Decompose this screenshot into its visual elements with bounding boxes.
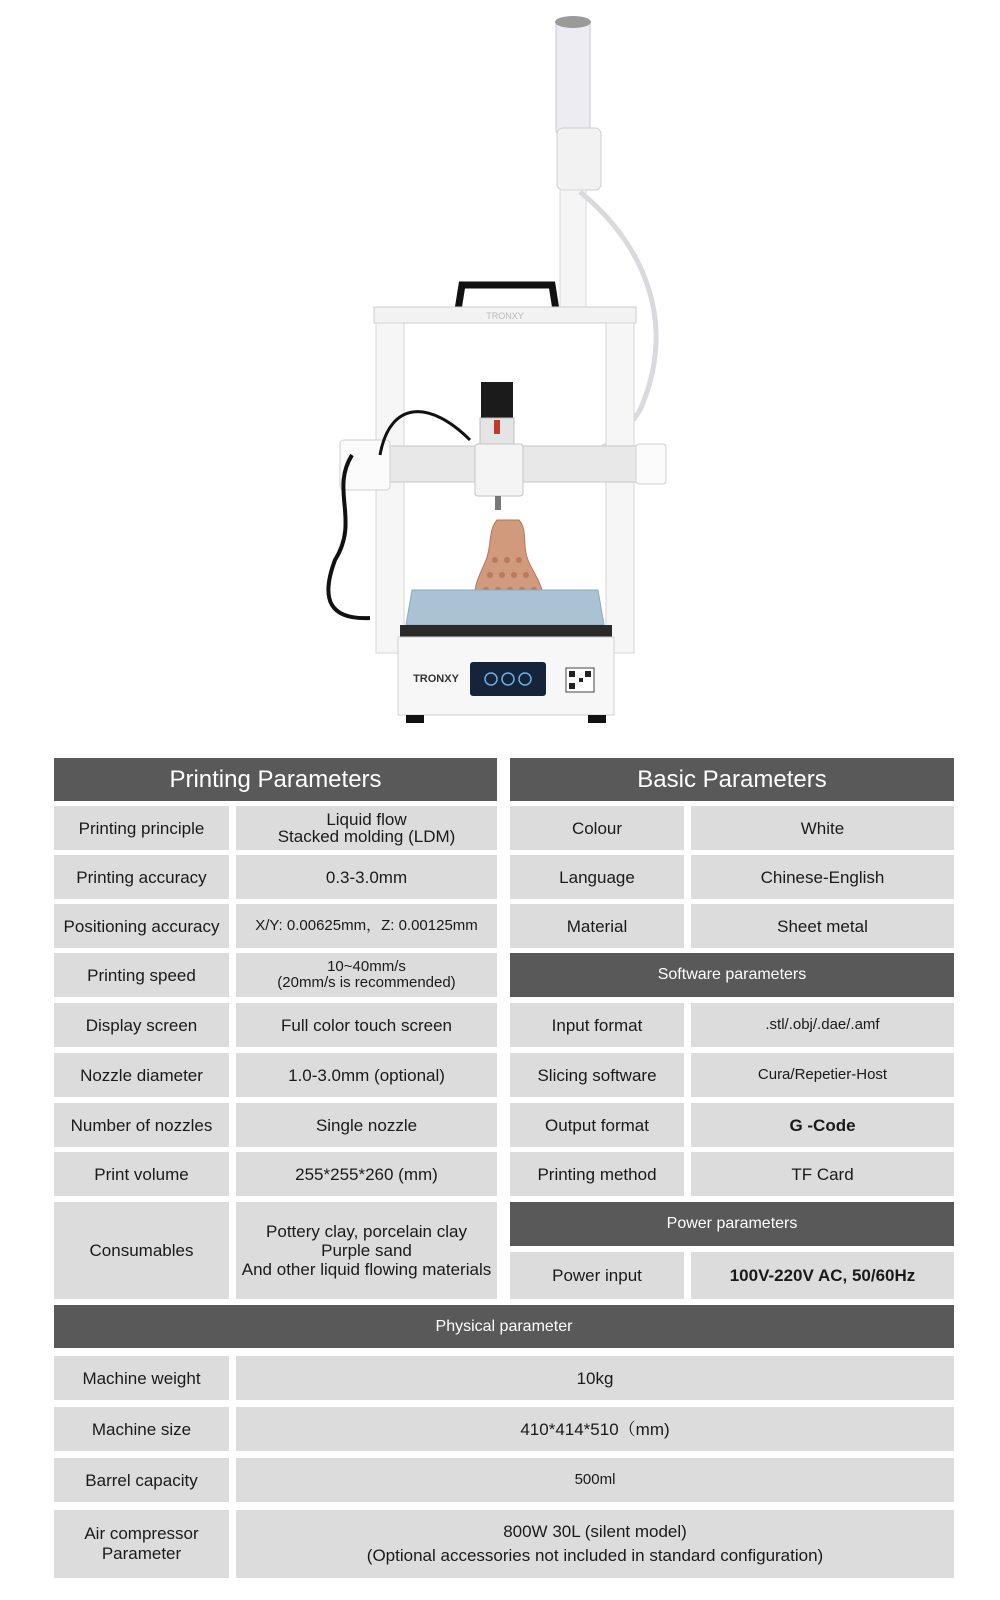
spec-label: Printing speed xyxy=(54,953,229,997)
spec-value: Liquid flow Stacked molding (LDM) xyxy=(236,806,497,850)
spec-label: Print volume xyxy=(54,1152,229,1196)
spec-label: Power input xyxy=(510,1252,684,1299)
spec-value: X/Y: 0.00625mm，Z: 0.00125mm xyxy=(236,904,497,948)
software-parameters-header: Software parameters xyxy=(510,953,954,997)
spec-value: White xyxy=(691,806,954,850)
spec-label: Printing principle xyxy=(54,806,229,850)
spec-value: 255*255*260 (mm) xyxy=(236,1152,497,1196)
spec-value: 500ml xyxy=(236,1458,954,1502)
spec-label: Colour xyxy=(510,806,684,850)
spec-label: Nozzle diameter xyxy=(54,1053,229,1097)
spec-label: Slicing software xyxy=(510,1053,684,1097)
spec-value: 0.3-3.0mm xyxy=(236,855,497,899)
spec-label: Consumables xyxy=(54,1202,229,1299)
spec-label: Language xyxy=(510,855,684,899)
spec-label: Material xyxy=(510,904,684,948)
spec-value: Chinese-English xyxy=(691,855,954,899)
spec-label: Printing accuracy xyxy=(54,855,229,899)
spec-value: 1.0-3.0mm (optional) xyxy=(236,1053,497,1097)
spec-value: 800W 30L (silent model) (Optional accessories not included in standard configuration) xyxy=(236,1510,954,1578)
spec-label: Air compressor Parameter xyxy=(54,1510,229,1578)
spec-value: 10kg xyxy=(236,1356,954,1400)
physical-parameter-header: Physical parameter xyxy=(54,1305,954,1348)
spec-value: 100V-220V AC, 50/60Hz xyxy=(691,1252,954,1299)
spec-label: Display screen xyxy=(54,1003,229,1047)
spec-value: G -Code xyxy=(691,1103,954,1147)
spec-label: Barrel capacity xyxy=(54,1458,229,1502)
spec-value: .stl/.obj/.dae/.amf xyxy=(691,1003,954,1047)
svg-text:TRONXY: TRONXY xyxy=(486,311,524,321)
spec-label: Printing method xyxy=(510,1152,684,1196)
spec-value: TF Card xyxy=(691,1152,954,1196)
spec-label: Machine weight xyxy=(54,1356,229,1400)
spec-label: Output format xyxy=(510,1103,684,1147)
basic-parameters-header: Basic Parameters xyxy=(510,758,954,801)
spec-label: Positioning accuracy xyxy=(54,904,229,948)
spec-value: Sheet metal xyxy=(691,904,954,948)
spec-label: Input format xyxy=(510,1003,684,1047)
spec-label: Machine size xyxy=(54,1407,229,1451)
power-parameters-header: Power parameters xyxy=(510,1202,954,1246)
spec-value: 410*414*510（mm) xyxy=(236,1407,954,1451)
spec-value: Pottery clay, porcelain clay Purple sand And other liquid flowing materials xyxy=(236,1202,497,1299)
spec-value: Single nozzle xyxy=(236,1103,497,1147)
brand-logo: TRONXY xyxy=(413,673,459,685)
printing-parameters-header: Printing Parameters xyxy=(54,758,497,801)
spec-label: Number of nozzles xyxy=(54,1103,229,1147)
spec-value: 10~40mm/s (20mm/s is recommended) xyxy=(236,953,497,997)
spec-value: Full color touch screen xyxy=(236,1003,497,1047)
spec-value: Cura/Repetier-Host xyxy=(691,1053,954,1097)
